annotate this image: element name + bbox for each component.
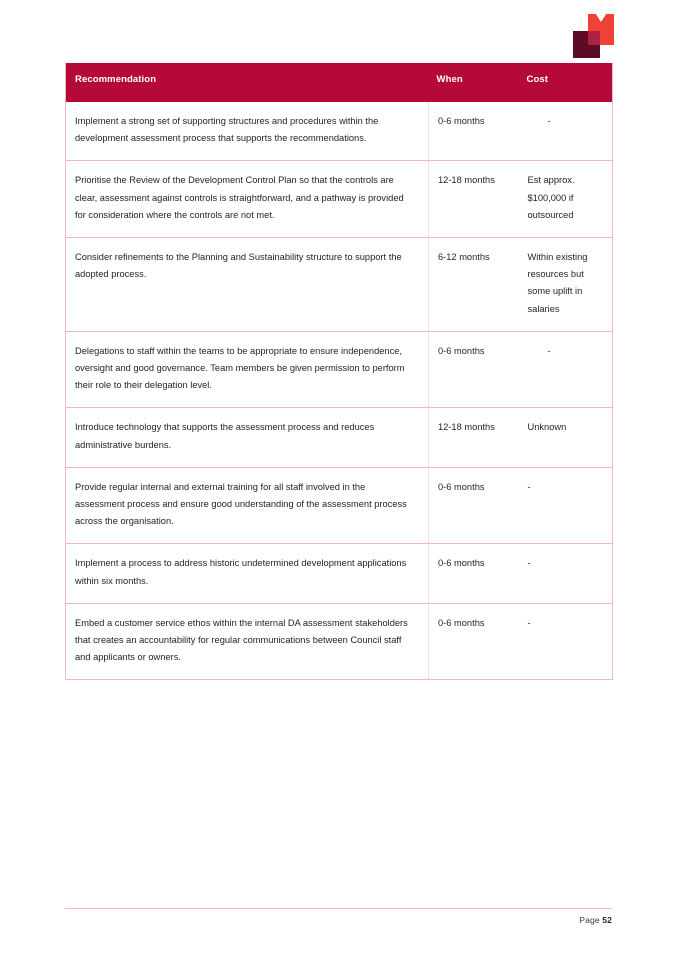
table-row: [66, 331, 613, 408]
cell-cost: [519, 331, 613, 408]
cell-cost: Est approx. $100,000 if outsourced: [519, 161, 613, 238]
footer-divider: [65, 908, 612, 909]
cell-cost: -: [519, 467, 613, 544]
table-row: [66, 102, 613, 161]
table-row: [66, 603, 613, 680]
column-header-recommendation: Recommendation: [66, 63, 429, 102]
table-row: [66, 238, 613, 332]
footer-page-label: Page: [579, 915, 600, 925]
table-row: [66, 467, 613, 544]
cell-recommendation: Implement a strong set of supporting structures and procedures within the development assessment process that supports the recommendations.: [66, 102, 429, 161]
table-row: [66, 161, 613, 238]
cell-recommendation: Embed a customer service ethos within the internal DA assessment stakeholders that creates an accountability for regular communications between Council staff and applicants or owners.: [66, 603, 429, 680]
cell-cost-value: -: [547, 116, 551, 126]
cell-recommendation: Prioritise the Review of the Development Control Plan so that the controls are clear, assessment against controls is straightforward, and a pathway is provided for consideration where the controls are not met.: [66, 161, 429, 238]
cell-cost: Within existing resources but some uplift in salaries: [519, 238, 613, 332]
cell-recommendation: Consider refinements to the Planning and Sustainability structure to support the adopted process.: [66, 238, 429, 332]
table-header-row: [66, 63, 613, 102]
cell-when: 0-6 months: [429, 331, 519, 408]
cell-recommendation: Implement a process to address historic undetermined development applications within six months.: [66, 544, 429, 603]
cell-recommendation: Introduce technology that supports the assessment process and reduces administrative burdens.: [66, 408, 429, 467]
footer-page-indicator: [579, 915, 612, 925]
cell-recommendation: Delegations to staff within the teams to be appropriate to ensure independence, oversight and good governance. Team members be given permission to perform their role to their delegation level.: [66, 331, 429, 408]
cell-cost-value: -: [547, 345, 551, 356]
cell-when: 12-18 months: [429, 408, 519, 467]
column-header-when: When: [429, 63, 519, 102]
cell-cost: -: [519, 603, 613, 680]
cell-cost: [519, 102, 613, 161]
cell-when: 0-6 months: [429, 102, 519, 161]
logo-overlap-shape: [588, 31, 600, 45]
table-header: [66, 63, 613, 102]
cell-cost: Unknown: [519, 408, 613, 467]
recommendations-table: [65, 63, 613, 680]
footer-page-number: 52: [602, 915, 612, 925]
table-row: [66, 408, 613, 467]
cell-cost: -: [519, 544, 613, 603]
cell-when: 0-6 months: [429, 467, 519, 544]
table-row: [66, 544, 613, 603]
table-body: [66, 102, 613, 680]
cell-when: 12-18 months: [429, 161, 519, 238]
cell-recommendation: Provide regular internal and external training for all staff involved in the assessment process and ensure good understanding of the assessment process across the organisation.: [66, 467, 429, 544]
cell-when: 0-6 months: [429, 603, 519, 680]
brand-logo: [562, 14, 614, 58]
cell-when: 0-6 months: [429, 544, 519, 603]
column-header-cost: Cost: [519, 63, 613, 102]
cell-when: 6-12 months: [429, 238, 519, 332]
